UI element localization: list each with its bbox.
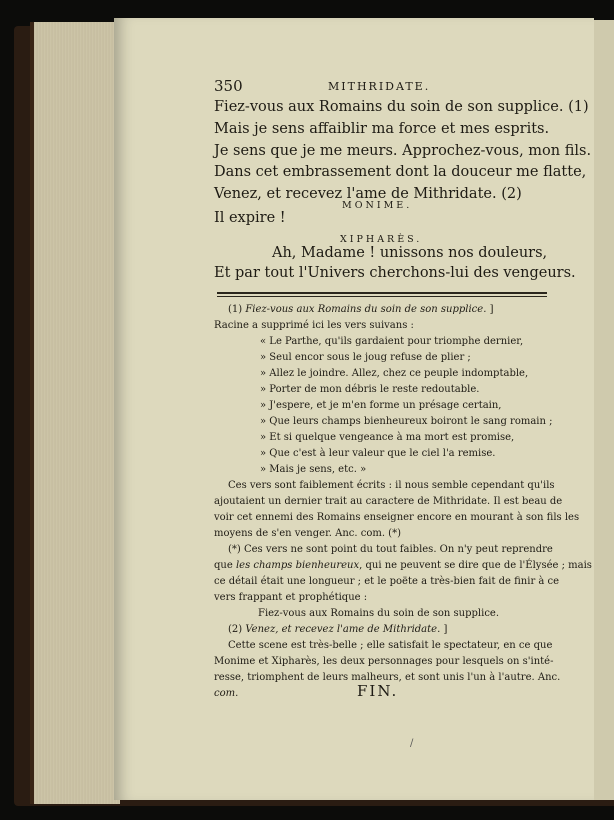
quoted-verse: » Seul encor sous le joug refuse de plier ; (260, 352, 471, 363)
quoted-verse: » Que leurs champs bienheureux boiront le sang romain ; (260, 416, 553, 427)
footnote-text: resse, triomphent de leurs malheurs, et sont unis l'un à l'autre. Anc. (214, 672, 561, 683)
fin-mark: FIN. (357, 682, 399, 700)
editor-note-part: que (214, 560, 236, 571)
page-number: 350 (214, 77, 243, 95)
verse-line: Fiez-vous aux Romains du soin de son supplice. (1) (214, 99, 589, 115)
quoted-verse: Fiez-vous aux Romains du soin de son supplice. (258, 608, 500, 619)
footnote-rule (217, 296, 547, 297)
editor-note: (*) Ces vers ne sont point du tout faibles. On n'y peut reprendre (228, 544, 553, 555)
footnote-text: moyens de s'en venger. Anc. com. (*) (214, 528, 401, 539)
quoted-verse: » Que c'est à leur valeur que le ciel l'a remise. (260, 448, 496, 459)
editor-note (214, 560, 592, 571)
bracket: ] (489, 304, 494, 315)
footnote-text: com. (214, 688, 239, 699)
footnote-text: Monime et Xipharès, les deux personnages pour lesquels on s'inté- (214, 656, 554, 667)
stray-mark: / (410, 738, 414, 749)
editor-note: vers frappant et prophétique : (214, 592, 368, 603)
footnote-1-heading (228, 304, 493, 315)
running-title: MITHRIDATE. (328, 80, 431, 93)
verse-line: Ah, Madame ! unissons nos douleurs, (272, 245, 548, 261)
verse-line: Et par tout l'Univers cherchons-lui des vengeurs. (214, 265, 576, 281)
bracket: ] (443, 624, 448, 635)
verse-line: Dans cet embrassement dont la douceur me flatte, (214, 164, 587, 180)
editor-note-emphasis: les champs bienheureux (235, 560, 360, 571)
footnote-text: Ces vers sont faiblement écrits : il nous semble cependant qu'ils (228, 480, 555, 491)
verse-line: Je sens que je me meurs. Approchez-vous, mon fils. (214, 143, 592, 159)
footnote-2-heading (228, 624, 447, 635)
footnote-marker: (1) (228, 304, 243, 315)
verse-line: Mais je sens affaiblir ma force et mes esprits. (214, 121, 550, 137)
quoted-verse: » Et si quelque vengeance à ma mort est promise, (260, 432, 515, 443)
footnote-text: voir cet ennemi des Romains enseigner encore en mourant à son fils les (214, 512, 580, 523)
speaker-xiphares: XIPHARÈS. (340, 234, 423, 245)
verse-line: Venez, et recevez l'ame de Mithridate. (2) (214, 186, 522, 202)
footnote-rule (217, 292, 547, 294)
footnote-text: Cette scene est très-belle ; elle satisfait le spectateur, en ce que (228, 640, 553, 651)
editor-note-part: , qui ne peuvent se dire que de l'Élysée ; mais (359, 560, 592, 571)
footnote-text: Racine a supprimé ici les vers suivans : (214, 320, 414, 331)
quoted-verse: » J'espere, et je m'en forme un présage certain, (260, 400, 502, 411)
quoted-verse: » Porter de mon débris le reste redoutable. (260, 384, 480, 395)
footnote-citation: Venez, et recevez l'ame de Mithridate. (245, 624, 441, 635)
speaker-monime: MONIME. (342, 200, 413, 211)
quoted-verse: » Mais je sens, etc. » (260, 464, 367, 475)
facing-page-edge (592, 20, 614, 800)
quoted-verse: « Le Parthe, qu'ils gardaient pour triomphe dernier, (260, 336, 524, 347)
quoted-verse: » Allez le joindre. Allez, chez ce peuple indomptable, (260, 368, 529, 379)
page-edges (30, 22, 120, 804)
footnote-citation: Fiez-vous aux Romains du soin de son supplice. (245, 304, 487, 315)
verse-line-monime: Il expire ! (214, 210, 286, 226)
footnote-text: ajoutaient un dernier trait au caractere de Mithridate. Il est beau de (214, 496, 563, 507)
footnote-marker: (2) (228, 624, 243, 635)
editor-note: ce détail était une longueur ; et le poëte a très-bien fait de finir à ce (214, 576, 560, 587)
